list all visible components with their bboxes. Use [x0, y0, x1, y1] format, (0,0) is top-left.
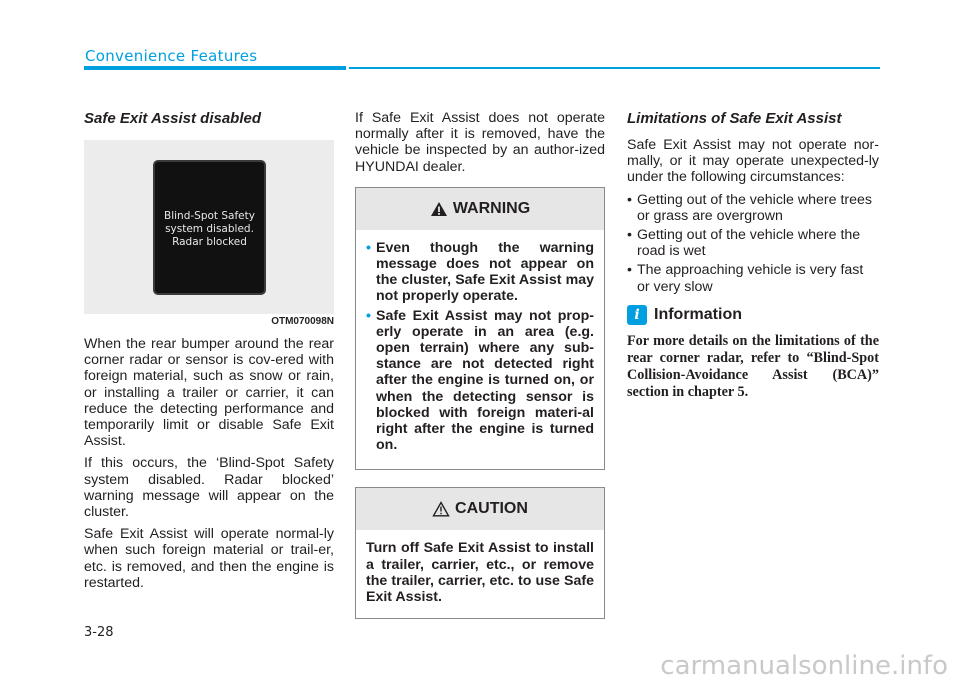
watermark: carmanualsonline.info — [660, 651, 948, 681]
warning-body — [356, 230, 604, 470]
cluster-message — [155, 210, 264, 249]
column-left — [84, 108, 334, 597]
warning-header — [356, 188, 604, 230]
warning-item: • Safe Exit Assist may not prop-erly operate in an area (e.g. open terrain) where any sub-stance are not detected right after the engine is turned on, or when the detecting sensor is blocked with foreign materi-al right after the engine is turned on. — [366, 307, 594, 454]
figure-code: OTM070098N — [271, 316, 334, 327]
bullet-dot: • — [627, 191, 632, 208]
section-title: Convenience Features — [85, 47, 258, 65]
cluster-message-line3: Radar blocked — [172, 236, 247, 248]
bullet-dot: • — [627, 227, 632, 244]
caution-header — [356, 488, 604, 530]
paragraph-message: If this occurs, the ‘Blind-Spot Safety system disabled. Radar blocked’ warning message will appear on the cluster. — [84, 455, 334, 521]
limitation-item: • Getting out of the vehicle where the road is wet — [627, 227, 861, 260]
information-text: For more details on the limitations of the rear corner radar, refer to “Blind-Spot Collision-Avoidance Assist (BCA)” section in chapter 5. — [627, 332, 879, 400]
caution-body: Turn off Safe Exit Assist to install a trailer, carrier, etc., or remove the trailer, carrier, etc. to use Safe Exit Assist. — [366, 540, 594, 606]
information-title: Information — [654, 305, 742, 323]
bullet-dot: • — [627, 262, 632, 279]
paragraph-limitations-intro: Safe Exit Assist may not operate nor-mally, or it may operate unexpected-ly under the following circumstances: — [627, 137, 879, 186]
heading-sea-disabled: Safe Exit Assist disabled — [84, 110, 262, 127]
heading-limitations: Limitations of Safe Exit Assist — [627, 110, 842, 127]
caution-title: CAUTION — [455, 500, 528, 518]
warning-box — [355, 187, 605, 471]
header-rule-thick — [84, 66, 346, 70]
page-number: 3-28 — [84, 625, 114, 640]
limitation-item: • Getting out of the vehicle where trees or grass are overgrown — [627, 191, 873, 224]
caution-box — [355, 487, 605, 619]
warning-list — [366, 240, 594, 454]
caution-icon — [432, 501, 450, 517]
column-middle — [355, 110, 605, 619]
warning-item: • Even though the warning message does not appear on the cluster, Safe Exit Assist may not properly operate. — [366, 239, 594, 305]
column-right — [627, 108, 879, 401]
paragraph-bumper: When the rear bumper around the rear corner radar or sensor is cov-ered with foreign material, such as snow or rain, or installing a trailer or carrier, it can reduce the detecting performance and temporarily limit or disable Safe Exit Assist. — [84, 336, 334, 450]
bullet-dot: • — [366, 307, 371, 324]
information-header — [627, 305, 879, 325]
limitations-list — [627, 192, 879, 295]
info-icon: i — [627, 305, 647, 325]
cluster-figure — [84, 140, 334, 314]
bullet-dot: • — [366, 239, 371, 256]
warning-icon — [430, 201, 448, 217]
cluster-display — [153, 160, 266, 295]
warning-title: WARNING — [452, 199, 531, 217]
limitation-item: • The approaching vehicle is very fast or very slow — [627, 262, 864, 295]
header-rule-thin — [349, 67, 880, 69]
cluster-message-line2: system disabled. — [165, 223, 254, 235]
cluster-message-line1: Blind-Spot Safety — [164, 210, 255, 222]
paragraph-restart: Safe Exit Assist will operate normal-ly when such foreign material or trail-er, etc. is removed, and then the engine is restarted. — [84, 526, 334, 591]
paragraph-dealer: If Safe Exit Assist does not operate normally after it is removed, have the vehicle be inspected by an author-ized HYUNDAI dealer. — [355, 110, 605, 175]
